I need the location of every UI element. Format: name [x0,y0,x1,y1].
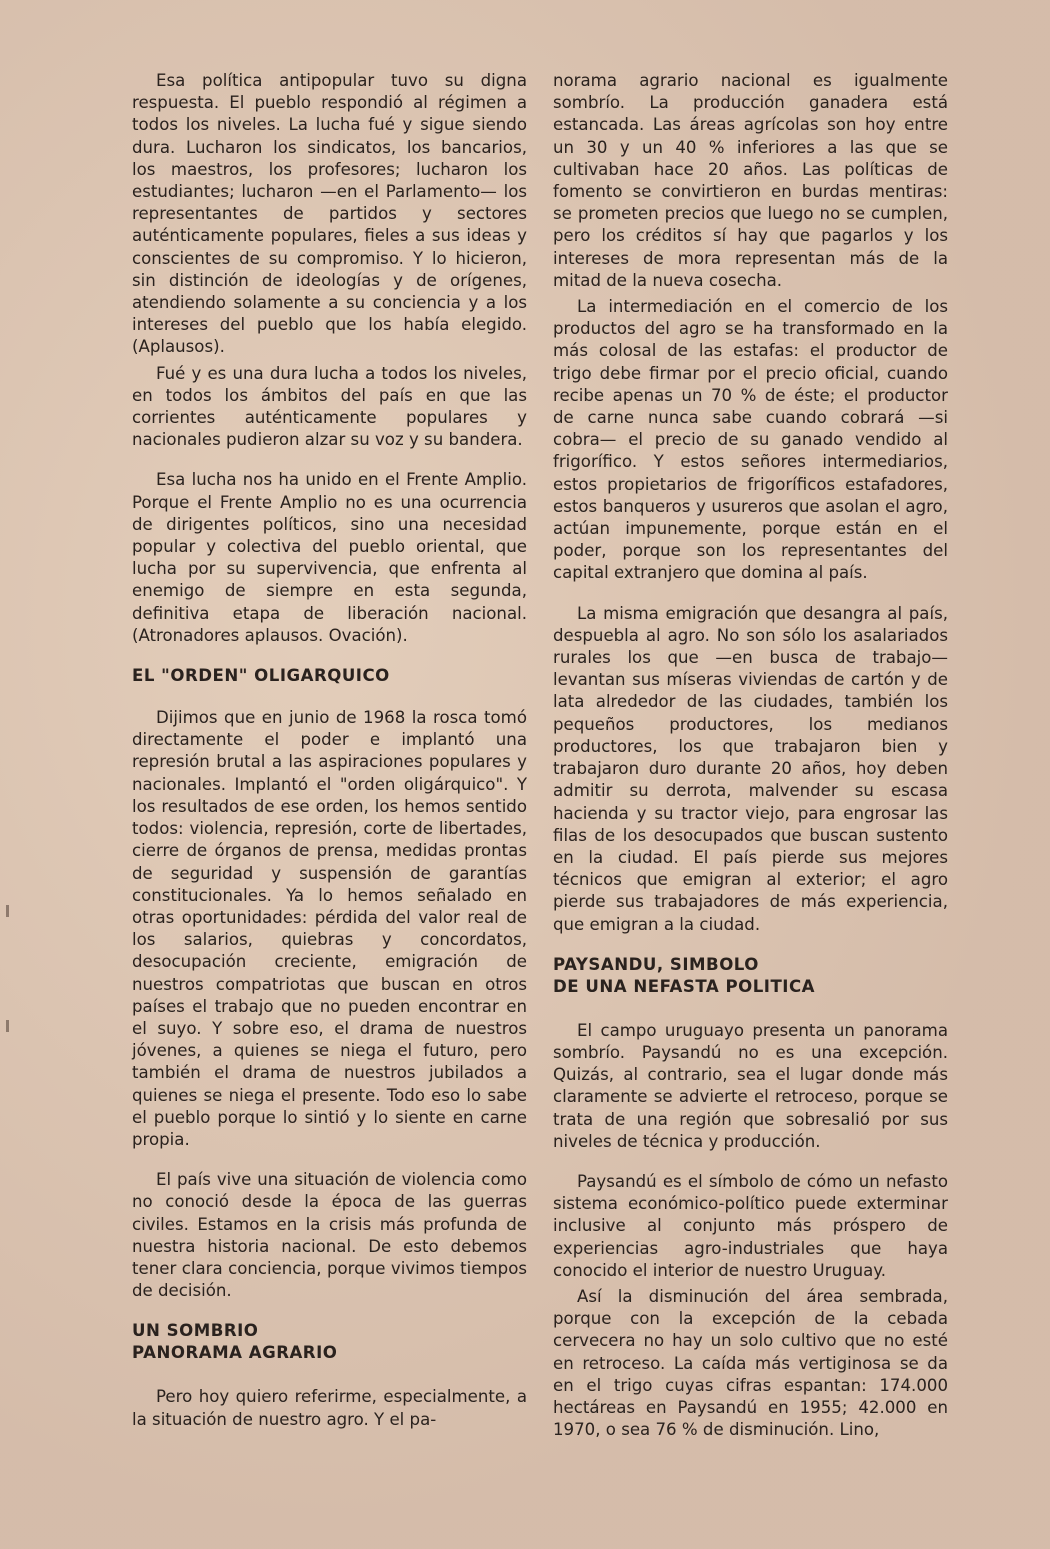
paragraph: Así la disminución del área sembrada, porque con la excepción de la cebada cervecera no hay un solo cultivo que no esté en retroceso. La caída más vertiginosa se da en el trigo cuyas cifras espantan: 174.000 hectáreas en Paysandú en 1955; 42.000 en 1970, o sea 76 % de disminución. Lino, [553,1286,948,1440]
section-heading [132,1320,527,1364]
page-edge-mark [6,905,9,917]
right-column [553,70,948,1459]
paragraph: La intermediación en el comercio de los productos del agro se ha transformado en la más colosal de las estafas: el productor de trigo debe firmar por el precio oficial, cuando recibe apenas un 70 % de éste; el productor de carne nunca sabe cuando cobrará —si cobra— el precio de su ganado vendido al frigorífico. Y estos señores intermediarios, estos propietarios de frigoríficos estafadores, estos banqueros y usureros que asolan el agro, actúan impunemente, porque están en el poder, porque son los representantes del capital extranjero que domina al país. [553,297,948,583]
paragraph: Paysandú es el símbolo de cómo un nefasto sistema económico-político puede exterminar inclusive al conjunto más próspero de experiencias agro-industriales que haya conocido el interior de nuestro Uruguay. [553,1171,948,1280]
paragraph: Fué y es una dura lucha a todos los niveles, en todos los ámbitos del país en que las corrientes auténticamente populares y nacionales pudieron alzar su voz y su bandera. [132,363,527,450]
paragraph: El país vive una situación de violencia como no conoció desde la época de las guerras civiles. Estamos en la crisis más profunda de nuestra historia nacional. De esto debemos tener clara conciencia, porque vivimos tiempos de decisión. [132,1170,527,1301]
heading-line: DE UNA NEFASTA POLITICA [553,976,815,996]
paragraph: Esa lucha nos ha unido en el Frente Amplio. Porque el Frente Amplio no es una ocurrencia de dirigentes políticos, sino una necesidad popular y colectiva del pueblo oriental, que lucha por su supervivencia, que enfrenta al enemigo de siempre en esta segunda, definitiva etapa de liberación nacional. (Atronadores aplausos. Ovación). [132,470,527,645]
heading-line: UN SOMBRIO [132,1321,259,1341]
paragraph: La misma emigración que desangra al país, despuebla al agro. No son sólo los asalariados rurales los que —en busca de trabajo— levantan sus míseras viviendas de cartón y de lata alrededor de las ciudades, también los pequeños productores, los medianos productores, los que trabajaron bien y trabajaron duro durante 20 años, hoy deben admitir su derrota, malvender su escasa hacienda y su tractor viejo, para engrosar las filas de los desocupados que buscan sustento en la ciudad. El país pierde sus mejores técnicos que emigran al exterior; el agro pierde sus trabajadores de más experiencia, que emigran a la ciudad. [553,603,948,934]
paragraph: Pero hoy quiero referirme, especialmente, a la situación de nuestro agro. Y el pa- [132,1387,527,1429]
paragraph: El campo uruguayo presenta un panorama sombrío. Paysandú no es una excepción. Quizás, al contrario, sea el lugar donde más claramente se advierte el retroceso, porque se trata de una región que sobresalió por sus niveles de técnica y producción. [553,1020,948,1151]
heading-line: PAYSANDU, SIMBOLO [553,954,759,974]
paragraph: norama agrario nacional es igualmente sombrío. La producción ganadera está estancada. Las áreas agrícolas son hoy entre un 30 y un 40 % inferiores a las que se cultivaban hace 20 años. Las políticas de fomento se convirtieron en burdas mentiras: se prometen precios que luego no se cumplen, pero los créditos sí hay que pagarlos y los intereses de mora representan más de la mitad de la nueva cosecha. [553,71,948,290]
left-column [132,70,527,1449]
heading-line: PANORAMA AGRARIO [132,1343,338,1363]
page-edge-mark [6,1020,9,1032]
section-heading [553,954,948,998]
section-heading: EL "ORDEN" OLIGARQUICO [132,666,390,686]
paragraph: Esa política antipopular tuvo su digna respuesta. El pueblo respondió al régimen a todos los niveles. La lucha fué y sigue siendo dura. Lucharon los sindicatos, los bancarios, los maestros, los profesores; lucharon los estudiantes; lucharon —en el Parlamento— los representantes de partidos y sectores auténticamente populares, fieles a sus ideas y conscientes de su compromiso. Y lo hicieron, sin distinción de ideologías y de orígenes, atendiendo solamente a su conciencia y a los intereses del pueblo que los había elegido. (Aplausos). [132,71,527,357]
paragraph: Dijimos que en junio de 1968 la rosca tomó directamente el poder e implantó una represión brutal a las aspiraciones populares y nacionales. Implantó el "orden oligárquico". Y los resultados de ese orden, los hemos sentido todos: violencia, represión, corte de libertades, cierre de órganos de prensa, medidas prontas de seguridad y suspensión de garantías constitucionales. Ya lo hemos señalado en otras oportunidades: pérdida del valor real de los salarios, quiebras y concordatos, desocupación creciente, emigración de nuestros compatriotas que buscan en otros países el trabajo que no pueden encontrar en el suyo. Y sobre eso, el drama de nuestros jóvenes, a quienes se niega el futuro, pero también el drama de nuestros jubilados a quienes se niega el presente. Todo eso lo sabe el pueblo porque lo sintió y lo siente en carne propia. [132,708,527,1149]
